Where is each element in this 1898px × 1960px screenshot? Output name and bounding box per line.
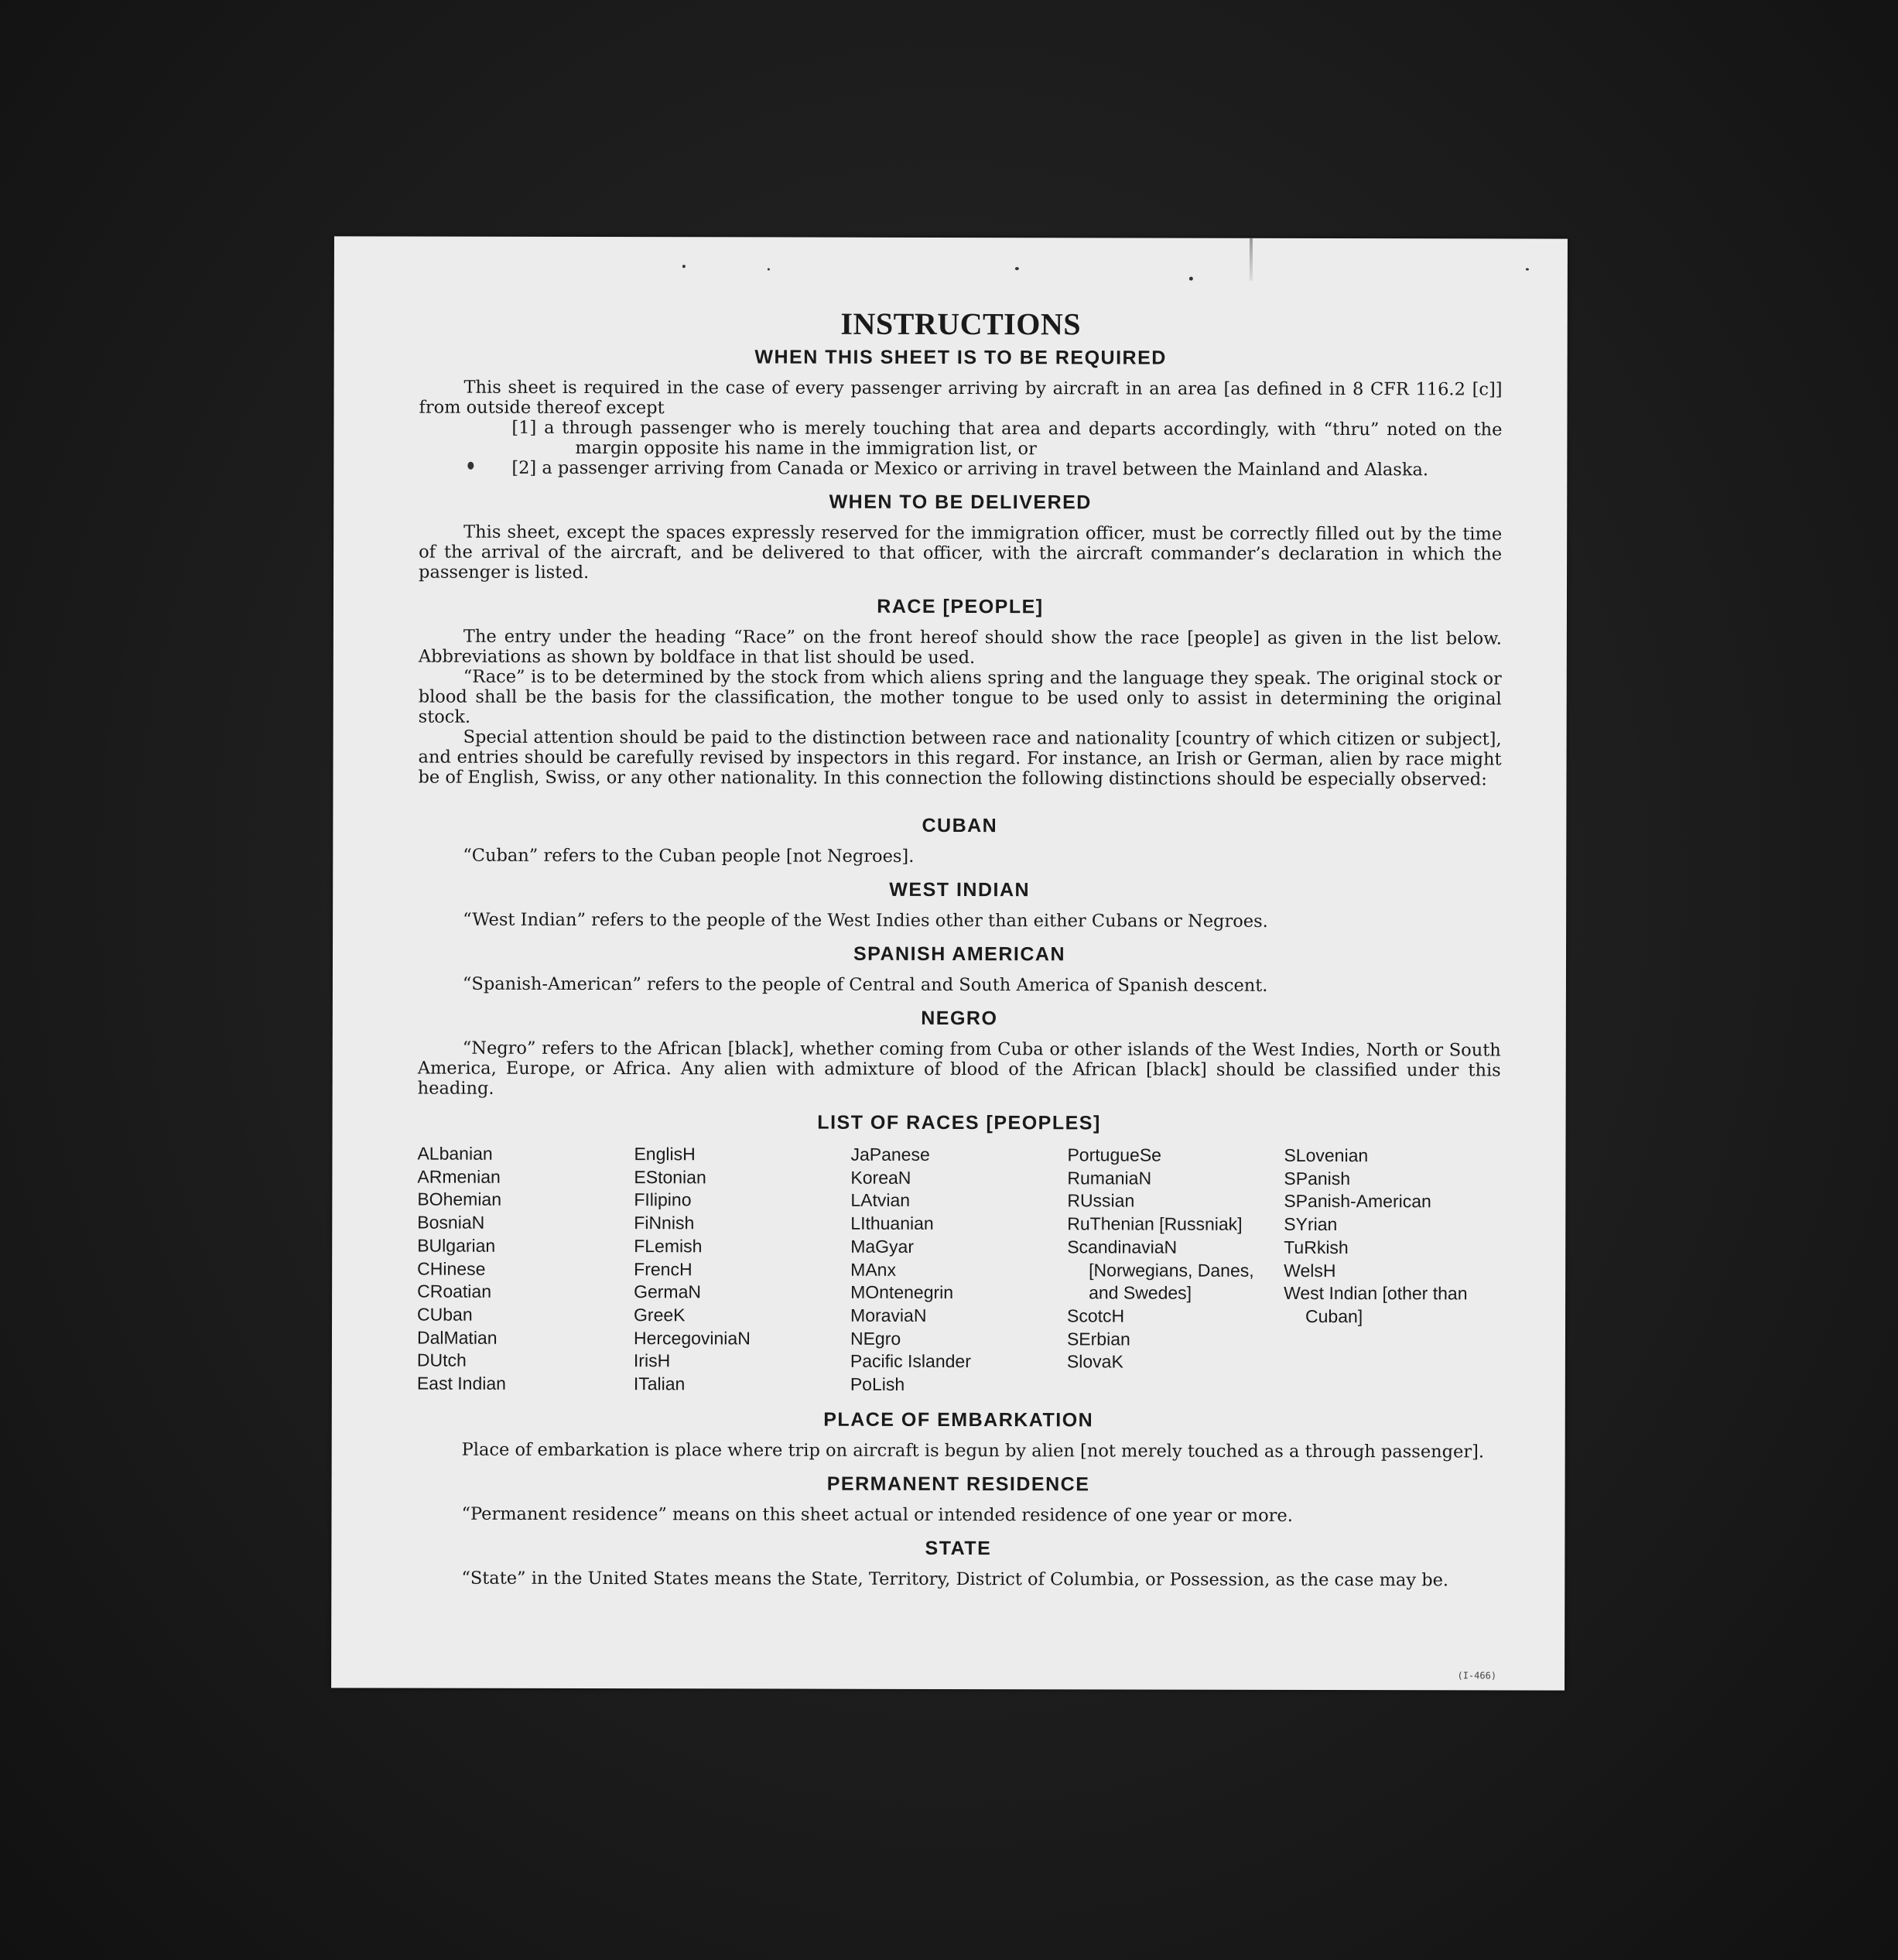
- race-entry: CHinese: [417, 1258, 486, 1279]
- race-entry: MoraviaN: [850, 1305, 927, 1325]
- heading-when-required: WHEN THIS SHEET IS TO BE REQUIRED: [754, 346, 1167, 369]
- heading-west-indian: WEST INDIAN: [889, 878, 1031, 901]
- race-entry: SPanish: [1284, 1168, 1351, 1189]
- race-paragraph-2: “Race” is to be determined by the stock from which aliens spring and the language they speak. The original stock or blood shall be the basis for the classification, the mother tongue to be used only to assist in determining the original stock.: [418, 666, 1502, 727]
- race-entry: ALbanian: [417, 1143, 493, 1164]
- race-entry: East Indian: [416, 1373, 506, 1394]
- race-column: [634, 1143, 851, 1396]
- instructions-content: [416, 305, 1502, 1591]
- heading-state: STATE: [925, 1537, 992, 1559]
- speck-mark: [1189, 277, 1193, 281]
- race-list: [417, 1143, 1501, 1398]
- negro-paragraph: “Negro” refers to the African [black], whether coming from Cuba or other islands of the West Indies, North or South America, Europe, or Africa. Any alien with admixture of blood of the African [black] should be classified under this heading.: [417, 1038, 1501, 1099]
- form-number: (I-466): [1457, 1670, 1497, 1681]
- race-entry: GermaN: [634, 1281, 702, 1302]
- race-entry: BosniaN: [417, 1212, 485, 1233]
- heading-embarkation: PLACE OF EMBARKATION: [823, 1408, 1094, 1432]
- heading-list-of-races: LIST OF RACES [PEOPLES]: [817, 1111, 1101, 1134]
- race-entry: RUssian: [1067, 1190, 1135, 1211]
- race-entry: SPanish-American: [1284, 1191, 1431, 1212]
- delivered-paragraph: This sheet, except the spaces expressly reserved for the immigration officer, must be correctly filled out by the time of the arrival of the aircraft, and be delivered to that officer, with the aircraft commander’s declaration in which the passenger is listed.: [419, 522, 1503, 583]
- race-entry: MaGyar: [850, 1236, 915, 1257]
- race-entry: RuThenian [Russniak]: [1067, 1213, 1243, 1234]
- speck-mark: [768, 269, 770, 271]
- race-entry: Pacific Islander: [850, 1351, 971, 1372]
- race-entry: CUban: [417, 1304, 473, 1325]
- instruction-sheet: [331, 236, 1568, 1690]
- heading-cuban: CUBAN: [922, 814, 998, 837]
- race-entry: SYrian: [1284, 1214, 1338, 1235]
- race-entry: RumaniaN: [1067, 1168, 1152, 1189]
- race-entry: ARmenian: [417, 1166, 501, 1187]
- race-column: [417, 1143, 634, 1396]
- race-entry: CRoatian: [417, 1281, 492, 1302]
- race-column: [1284, 1144, 1501, 1397]
- race-entry: West Indian [other than Cuban]: [1284, 1283, 1472, 1327]
- state-paragraph: “State” in the United States means the State, Territory, District of Columbia, or Possession, as the case may be.: [461, 1568, 1449, 1591]
- race-entry: DalMatian: [416, 1327, 498, 1348]
- race-entry: GreeK: [634, 1305, 686, 1325]
- race-entry: BUlgarian: [417, 1235, 496, 1256]
- race-entry: HercegoviniaN: [633, 1327, 751, 1349]
- race-entry: ScotcH: [1067, 1305, 1125, 1326]
- race-entry: ITalian: [633, 1373, 686, 1394]
- race-entry: LAtvian: [850, 1190, 911, 1211]
- speck-mark: [682, 265, 686, 268]
- race-entry: PortugueSe: [1067, 1144, 1161, 1165]
- heading-permanent-residence: PERMANENT RESIDENCE: [826, 1473, 1090, 1496]
- west-indian-paragraph: “West Indian” refers to the people of the West Indies other than either Cubans or Negroes.: [463, 909, 1268, 932]
- race-column: [850, 1144, 1068, 1397]
- race-entry: ScandinaviaN [Norwegians, Danes, and Swedes]: [1067, 1237, 1260, 1303]
- race-entry: EStonian: [634, 1166, 706, 1188]
- race-entry: KoreaN: [850, 1167, 911, 1188]
- required-exception-2: [2] a passenger arriving from Canada or Mexico or arriving in travel between the Mainland and Alaska.: [511, 457, 1429, 481]
- heading-negro: NEGRO: [921, 1007, 998, 1030]
- race-entry: FIlipino: [634, 1189, 692, 1210]
- heading-spanish-american: SPANISH AMERICAN: [853, 942, 1066, 966]
- heading-race: RACE [PEOPLE]: [877, 595, 1044, 618]
- heading-when-delivered: WHEN TO BE DELIVERED: [829, 491, 1092, 514]
- page-title: INSTRUCTIONS: [840, 306, 1082, 342]
- race-entry: FiNnish: [634, 1213, 695, 1233]
- race-entry: MOntenegrin: [850, 1281, 954, 1303]
- race-entry: SErbian: [1066, 1328, 1130, 1349]
- required-exception-1: [1] a through passenger who is merely touching that area and departs accordingly, with “thru” noted on the margin opposite his name in the immigration list, or: [511, 417, 1503, 460]
- race-entry: IrisH: [633, 1350, 671, 1371]
- race-entry: TuRkish: [1284, 1237, 1349, 1257]
- race-paragraph-1: The entry under the heading “Race” on the front hereof should show the race [people] as given in the list below. Abbreviations as shown by boldface in that list should be used.: [418, 626, 1502, 669]
- race-entry: NEgro: [850, 1328, 901, 1349]
- spanish-american-paragraph: “Spanish-American” refers to the people of Central and South America of Spanish descent.: [462, 973, 1268, 996]
- race-entry: JaPanese: [850, 1144, 930, 1165]
- race-entry: EnglisH: [634, 1144, 696, 1165]
- paper-crease: [1250, 238, 1253, 281]
- race-entry: PoLish: [850, 1373, 905, 1394]
- race-entry: SLovenian: [1284, 1144, 1369, 1166]
- race-entry: SlovaK: [1066, 1351, 1123, 1372]
- embarkation-paragraph: Place of embarkation is place where trip on aircraft is begun by alien [not merely touched as a through passenger].: [461, 1439, 1485, 1462]
- race-entry: WelsH: [1284, 1260, 1336, 1281]
- race-paragraph-3: Special attention should be paid to the distinction between race and nationality [country of which citizen or subject], and entries should be carefully revised by inspectors in this regard. For instance, an Irish or German, alien by race might be of English, Swiss, or any other nationality. In this connection the following distinctions should be especially observed:: [418, 727, 1502, 790]
- race-column: [1067, 1144, 1284, 1397]
- race-entry: DUtch: [416, 1349, 467, 1371]
- spacer: [418, 788, 1501, 804]
- race-entry: FrencH: [634, 1258, 693, 1279]
- required-paragraph: This sheet is required in the case of every passenger arriving by aircraft in an area [as defined in 8 CFR 116.2 [c]] from outside thereof except: [419, 377, 1503, 419]
- race-entry: LIthuanian: [850, 1213, 934, 1234]
- residence-paragraph: “Permanent residence” means on this sheet actual or intended residence of one year or more.: [461, 1503, 1293, 1526]
- race-entry: MAnx: [850, 1259, 896, 1280]
- speck-mark: [1526, 269, 1529, 271]
- speck-mark: [1015, 267, 1019, 270]
- cuban-paragraph: “Cuban” refers to the Cuban people [not Negroes].: [463, 845, 915, 867]
- race-entry: FLemish: [634, 1235, 703, 1257]
- race-entry: BOhemian: [417, 1189, 502, 1210]
